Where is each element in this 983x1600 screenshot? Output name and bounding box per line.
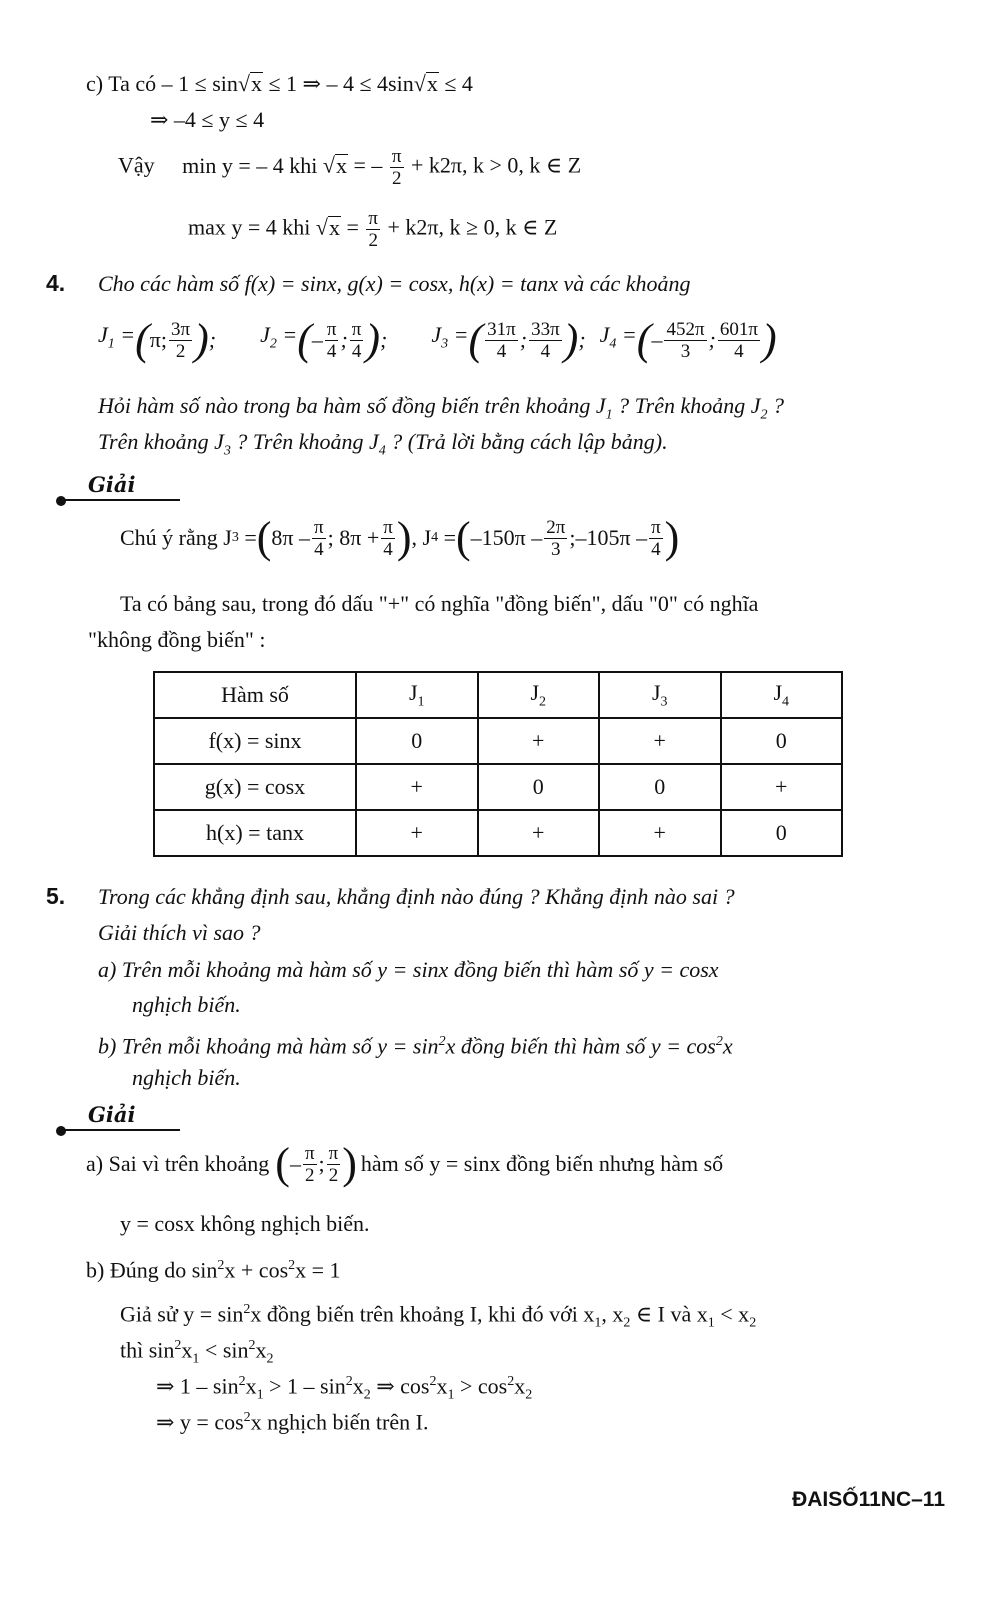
table-header-cell: $J_2$ bbox=[478, 672, 600, 718]
fraction: $\frac{452\pi}{3}$ bbox=[666, 318, 705, 362]
text: max y = 4 khi bbox=[188, 214, 311, 240]
table-row bbox=[154, 810, 842, 856]
sqrt-x: x bbox=[328, 214, 340, 240]
part-c-label: c) bbox=[86, 71, 104, 96]
text: + k2π, k > 0, k ∈ Z bbox=[411, 152, 582, 178]
problem-4-question2: Trên khoảng $J_3$ ? Trên khoảng $J_4$ ? (Trả lời bằng cách lập bảng). bbox=[98, 429, 668, 459]
fraction: $\frac{\pi}{2}$ bbox=[368, 208, 378, 251]
intervals-line: $J_1$ = ( π; $\frac{3\pi}{2}$ ) ; $J_2$ = ( – $\frac{\pi}{4}$ ; $\frac{\pi}{4}$ ) ; $J_3$ = ( $\frac{31\pi}{4}$ ; $\frac{33\pi}{4}$ ) ; $J_4$ = ( – $\frac{452\pi}{3}$ ; $\frac{601\pi}{4}$ ) bbox=[98, 315, 777, 364]
table-cell: g(x) = cosx bbox=[154, 764, 356, 810]
fraction: $\frac{33\pi}{4}$ bbox=[531, 318, 560, 362]
problem-5-line1: Trong các khẳng định sau, khẳng định nào đúng ? Khẳng định nào sai ? bbox=[98, 884, 735, 909]
table-cell: + bbox=[721, 764, 843, 810]
problem-5-line2: Giải thích vì sao ? bbox=[98, 920, 261, 945]
fraction: $\frac{\pi}{2}$ bbox=[304, 1142, 315, 1186]
fraction: $\frac{31\pi}{4}$ bbox=[487, 318, 516, 362]
text: = – bbox=[353, 152, 383, 178]
heading-underline bbox=[60, 499, 180, 501]
text: + k2π, k ≥ 0, k ∈ Z bbox=[387, 214, 558, 240]
table-intro-2: "không đồng biến" : bbox=[88, 627, 266, 652]
table-cell: 0 bbox=[721, 810, 843, 856]
table-cell: + bbox=[478, 718, 600, 764]
fraction: $\frac{2\pi}{3}$ bbox=[546, 516, 566, 560]
problem-5-b2: nghịch biến. bbox=[132, 1065, 241, 1090]
problem-4-number: 4. bbox=[46, 270, 66, 296]
table-cell: + bbox=[356, 810, 478, 856]
solution-5b-line2: Giả sử $y = \sin^2x$ đồng biến trên khoảng I, khi đó với $x_1$, $x_2$ ∈ I và $x_1 < x_2$ bbox=[120, 1301, 757, 1331]
table-cell: 0 bbox=[721, 718, 843, 764]
table-cell: + bbox=[599, 718, 721, 764]
table-header-cell: $J_3$ bbox=[599, 672, 721, 718]
table-cell: + bbox=[478, 810, 600, 856]
table-header-cell: Hàm số bbox=[154, 672, 356, 718]
fraction: $\frac{\pi}{4}$ bbox=[351, 318, 362, 362]
giai-heading: Giải bbox=[88, 472, 136, 497]
table-row bbox=[154, 718, 842, 764]
text: ≤ 1 ⇒ – 4 ≤ 4sin bbox=[262, 71, 414, 96]
table-header-cell: $J_1$ bbox=[356, 672, 478, 718]
text: ≤ 4 bbox=[438, 71, 473, 96]
J4: $J_4$ = bbox=[599, 322, 637, 352]
vay-label: Vậy bbox=[118, 152, 155, 178]
part-c-line2: ⇒ –4 ≤ y ≤ 4 bbox=[150, 107, 265, 132]
heading-underline bbox=[60, 1129, 180, 1131]
part-c-min-line: Vậy min y = – 4 khi √x = – $\frac{\pi}{2}$ + k2π, k > 0, k ∈ Z bbox=[118, 146, 582, 189]
table-cell: 0 bbox=[599, 764, 721, 810]
chu-y-line: Chú ý rằng J 3 = ( 8π – $\frac{\pi}{4}$ ; 8π + $\frac{\pi}{4}$ ) , J 4 = ( –150π – $\frac{2\pi}{3}$ ;–105π – $\frac{\pi}{4}$ ) bbox=[120, 513, 680, 562]
part-c-line1: c) Ta có – 1 ≤ sin√x ≤ 1 ⇒ – 4 ≤ 4sin√x ≤ 4 bbox=[86, 71, 473, 96]
bullet-icon bbox=[56, 496, 66, 506]
text: min y = – 4 khi bbox=[182, 152, 318, 178]
text: = bbox=[346, 214, 359, 240]
table-header-row bbox=[154, 672, 842, 718]
part-c-max-line: max y = 4 khi √x = $\frac{\pi}{2}$ + k2π, k ≥ 0, k ∈ Z bbox=[188, 208, 558, 251]
J1: $J_1$ = bbox=[98, 322, 136, 352]
table-cell: 0 bbox=[478, 764, 600, 810]
fraction: $\frac{\pi}{4}$ bbox=[314, 516, 324, 560]
solution-5b-line4: ⇒ $1 - \sin^2x_1 > 1 - \sin^2x_2$ ⇒ $\cos^2x_1 > \cos^2x_2$ bbox=[156, 1373, 533, 1403]
fraction: $\frac{3\pi}{2}$ bbox=[171, 318, 191, 362]
text: π; bbox=[149, 327, 168, 352]
sqrt-x: x bbox=[335, 152, 347, 178]
problem-5-a2: nghịch biến. bbox=[132, 992, 241, 1017]
problem-4-statement: Cho các hàm số f(x) = sinx, g(x) = cosx, h(x) = tanx và các khoảng bbox=[98, 271, 691, 296]
giai-heading: Giải bbox=[88, 1102, 136, 1127]
solution-5a-line1: a) Sai vì trên khoảng ( – $\frac{\pi}{2}$ ; $\frac{\pi}{2}$ ) hàm số y = sinx đồng biến nhưng hàm số bbox=[86, 1139, 724, 1188]
table-intro-1: Ta có bảng sau, trong đó dấu "+" có nghĩa "đồng biến", dấu "0" có nghĩa bbox=[120, 591, 759, 616]
problem-4-question1: Hỏi hàm số nào trong ba hàm số đồng biến trên khoảng $J_1$ ? Trên khoảng $J_2$ ? bbox=[98, 393, 784, 423]
table-cell: + bbox=[356, 764, 478, 810]
fraction: $\frac{\pi}{4}$ bbox=[651, 516, 661, 560]
sqrt-x: x bbox=[426, 71, 438, 96]
table-cell: h(x) = tanx bbox=[154, 810, 356, 856]
page-footer: ĐAISỐ11NC–11 bbox=[792, 1488, 945, 1511]
sqrt-x: x bbox=[250, 71, 262, 96]
problem-5-b1: b) Trên mỗi khoảng mà hàm số $y = \sin^2x$ đồng biến thì hàm số $y = \cos^2x$ bbox=[98, 1033, 733, 1059]
table-row bbox=[154, 764, 842, 810]
solution-5b-line1: b) Đúng do $\sin^2x + \cos^2x = 1$ bbox=[86, 1257, 341, 1283]
fraction: $\frac{\pi}{4}$ bbox=[326, 318, 337, 362]
fraction: $\frac{601\pi}{4}$ bbox=[719, 318, 758, 362]
problem-5-number: 5. bbox=[46, 883, 66, 909]
J3: $J_3$ = bbox=[431, 322, 469, 352]
solution-5b-line3: thì $\sin^2x_1 < \sin^2x_2$ bbox=[120, 1337, 274, 1367]
fraction: $\frac{\pi}{4}$ bbox=[383, 516, 393, 560]
J2: $J_2$ = bbox=[260, 322, 298, 352]
solution-5a-line2: y = cosx không nghịch biến. bbox=[120, 1211, 370, 1236]
monotonicity-table bbox=[153, 671, 843, 857]
bullet-icon bbox=[56, 1126, 66, 1136]
solution-5b-line5: ⇒ $y = \cos^2x$ nghịch biến trên I. bbox=[156, 1409, 429, 1435]
text: Ta có – 1 ≤ sin bbox=[108, 71, 238, 96]
table-header-cell: $J_4$ bbox=[721, 672, 843, 718]
fraction: $\frac{\pi}{2}$ bbox=[391, 146, 402, 189]
table-cell: 0 bbox=[356, 718, 478, 764]
problem-5-a1: a) Trên mỗi khoảng mà hàm số y = sinx đồng biến thì hàm số y = cosx bbox=[98, 957, 719, 982]
table-cell: + bbox=[599, 810, 721, 856]
table-cell: f(x) = sinx bbox=[154, 718, 356, 764]
fraction: $\frac{\pi}{2}$ bbox=[328, 1142, 339, 1186]
